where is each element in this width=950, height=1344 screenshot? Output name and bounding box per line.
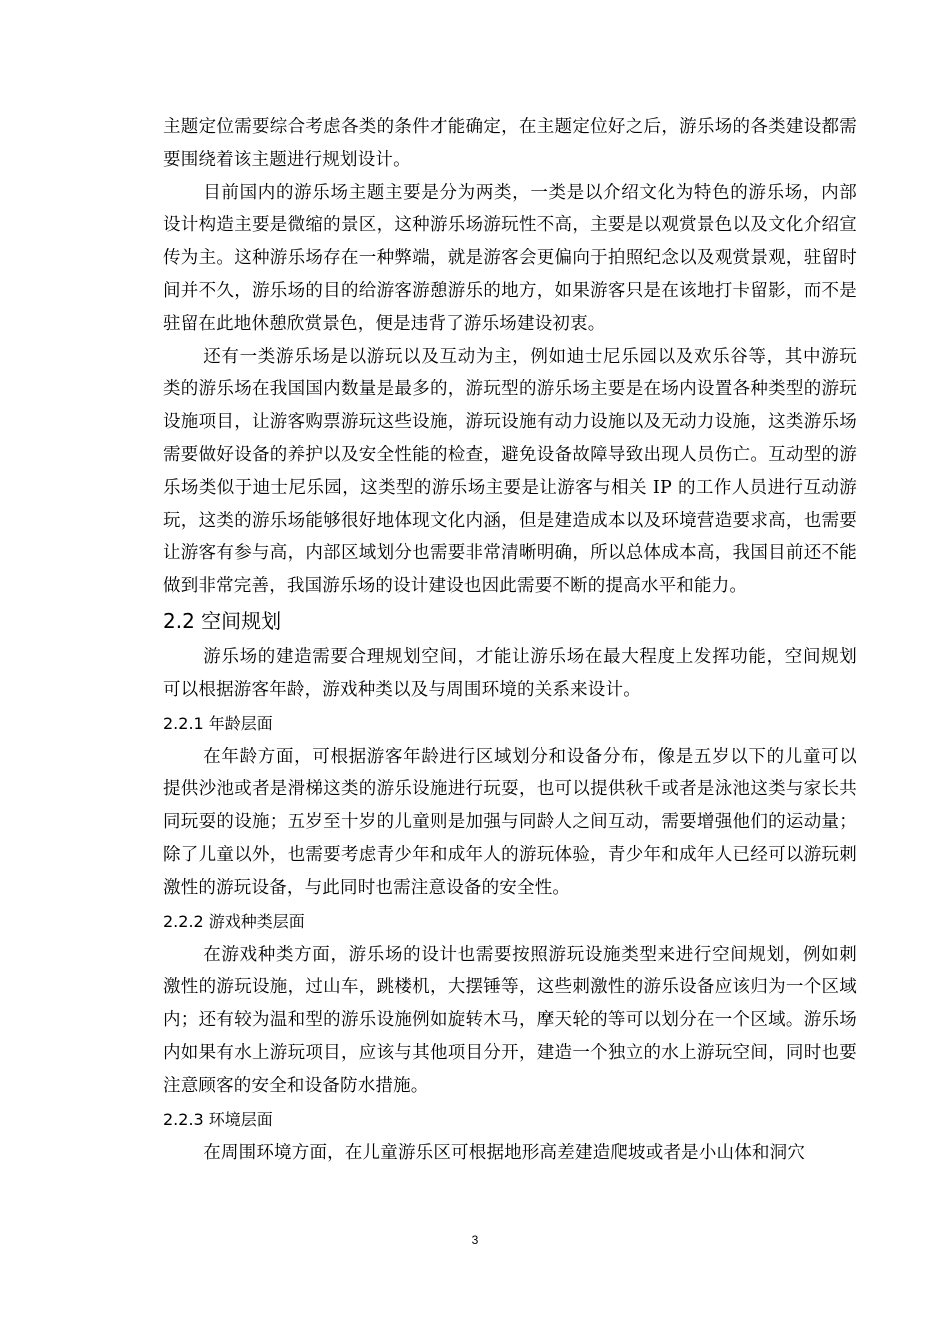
paragraph-space-planning-intro: 游乐场的建造需要合理规划空间，才能让游乐场在最大程度上发挥功能，空间规划可以根据游客年龄，游戏种类以及与周围环境的关系来设计。 [163, 646, 857, 700]
paragraph-culture-parks: 目前国内的游乐场主题主要是分为两类，一类是以介绍文化为特色的游乐场，内部设计构造主要是微缩的景区，这种游乐场游玩性不高，主要是以观赏景色以及文化介绍宣传为主。这种游乐场存在一种弊端，就是游客会更偏向于拍照纪念以及观赏景观，驻留时间并不久，游乐场的目的给游客游憩游乐的地方，如果游客只是在该地打卡留影，而不是驻留在此地休憩欣赏景色，便是违背了游乐场建设初衷。 [163, 182, 857, 334]
paragraph-game-types: 在游戏种类方面，游乐场的设计也需要按照游玩设施类型来进行空间规划，例如刺激性的游玩设施，过山车，跳楼机，大摆锤等，这些刺激性的游乐设备应该归为一个区域内；还有较为温和型的游乐设施例如旋转木马，摩天轮的等可以划分在一个区域。游乐场内如果有水上游玩项目，应该与其他项目分开，建造一个独立的水上游玩空间，同时也要注意顾客的安全和设备防水措施。 [163, 944, 857, 1096]
paragraph-environment: 在周围环境方面，在儿童游乐区可根据地形高差建造爬坡或者是小山体和洞穴 [203, 1142, 806, 1163]
document-page [163, 111, 857, 1169]
subsection-heading-age: 2.2.1 年龄层面 [163, 713, 273, 733]
page-number: 3 [471, 1233, 479, 1247]
subsection-heading-game-types: 2.2.2 游戏种类层面 [163, 911, 305, 931]
paragraph-theme-positioning: 主题定位需要综合考虑各类的条件才能确定，在主题定位好之后，游乐场的各类建设都需要围绕着该主题进行规划设计。 [163, 117, 857, 170]
paragraph-age: 在年龄方面，可根据游客年龄进行区域划分和设备分布，像是五岁以下的儿童可以提供沙池或者是滑梯这类的游乐设施进行玩耍，也可以提供秋千或者是泳池这类与家长共同玩耍的设施；五岁至十岁的儿童则是加强与同龄人之间互动，需要增强他们的运动量；除了儿童以外，也需要考虑青少年和成年人的游玩体验，青少年和成年人已经可以游玩刺激性的游玩设备，与此同时也需注意设备的安全性。 [163, 746, 857, 898]
subsection-heading-environment: 2.2.3 环境层面 [163, 1109, 273, 1129]
section-heading-space-planning: 2.2 空间规划 [163, 608, 282, 633]
paragraph-interactive-parks: 还有一类游乐场是以游玩以及互动为主，例如迪士尼乐园以及欢乐谷等，其中游玩类的游乐场在我国国内数量是最多的，游玩型的游乐场主要是在场内设置各种类型的游玩设施项目，让游客购票游玩这些设施，游玩设施有动力设施以及无动力设施，这类游乐场需要做好设备的养护以及安全性能的检查，避免设备故障导致出现人员伤亡。互动型的游乐场类似于迪士尼乐园，这类型的游乐场主要是让游客与相关 IP 的工作人员进行互动游玩，这类的游乐场能够很好地体现文化内涵，但是建造成本以及环境营造要求高，也需要让游客有参与高，内部区域划分也需要非常清晰明确，所以总体成本高，我国目前还不能做到非常完善，我国游乐场的设计建设也因此需要不断的提高水平和能力。 [163, 346, 857, 597]
